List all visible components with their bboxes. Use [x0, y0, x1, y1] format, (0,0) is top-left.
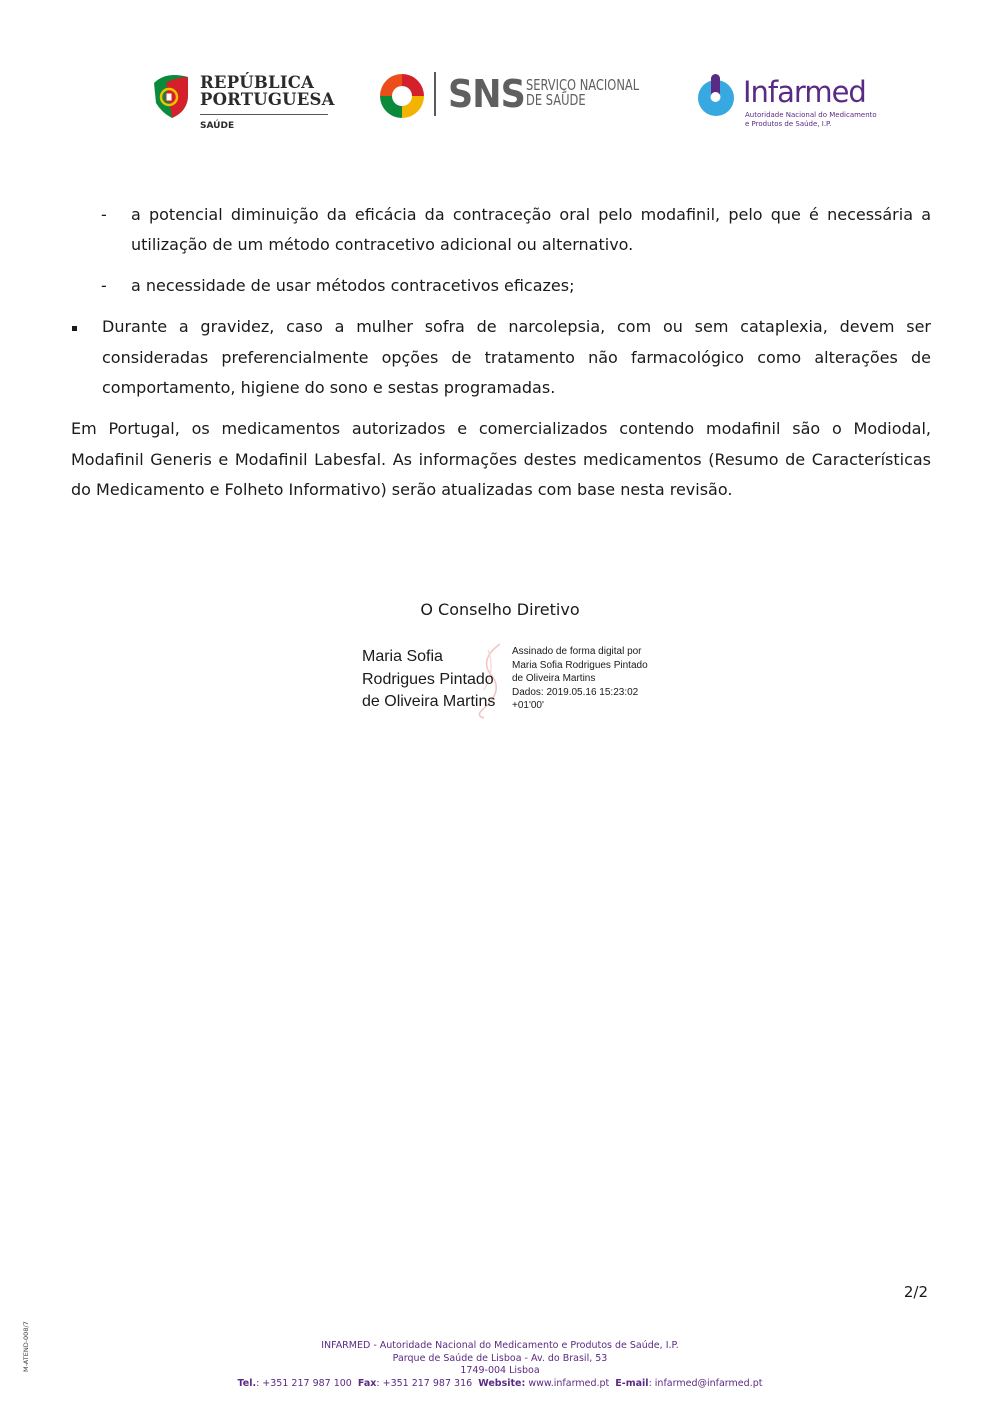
- tel-value: : +351 217 987 100: [256, 1377, 352, 1389]
- page-number: 2/2: [903, 1283, 928, 1301]
- website-label: Website:: [478, 1377, 526, 1389]
- sns-acronym: SNS: [448, 72, 525, 116]
- dash-item-text: a necessidade de usar métodos contracetivos eficazes;: [131, 276, 575, 295]
- dash-item-text: a potencial diminuição da eficácia da contraceção oral pelo modafinil, pelo que é necessária a: [131, 205, 931, 224]
- digital-signature-info: Assinado de forma digital por Maria Sofia Rodrigues Pintado de Oliveira Martins Dados: 2019.05.16 15:23:02 +01'00': [512, 646, 648, 711]
- footer-line: INFARMED - Autoridade Nacional do Medicamento e Produtos de Saúde, I.P.: [321, 1340, 679, 1351]
- bullet-item-text: Durante a gravidez, caso a mulher sofra de narcolepsia, com ou sem cataplexia, devem ser consideradas preferencialmente opções de tratamento não farmacológico como alterações de comportamento, higiene do sono e sestas programadas.: [102, 317, 931, 397]
- footer-line: 1749-004 Lisboa: [460, 1365, 540, 1376]
- footer-contacts: [0, 1378, 1000, 1391]
- square-bullet-icon: [72, 326, 77, 331]
- email-link[interactable]: : infarmed@infarmed.pt: [648, 1377, 763, 1389]
- dash-marker: -: [101, 205, 107, 224]
- website-link[interactable]: www.infarmed.pt: [525, 1377, 610, 1389]
- closing-paragraph: Em Portugal, os medicamentos autorizados e comercializados contendo modafinil são o Modiodal, Modafinil Generis e Modafinil Labesfal. As informações destes medicamentos (Resumo de Características do Medicamento e Folheto Informativo) serão atualizadas com base nesta revisão.: [71, 419, 931, 499]
- footer: [0, 1340, 1000, 1390]
- fax-value: : +351 217 987 316: [376, 1377, 473, 1389]
- infarmed-subtitle: Autoridade Nacional do Medicamento e Produtos de Saúde, I.P.: [745, 111, 877, 128]
- infarmed-name: Infarmed: [743, 75, 866, 109]
- footer-line: Parque de Saúde de Lisboa - Av. do Brasil, 53: [392, 1352, 608, 1364]
- infarmed-logo: [695, 72, 877, 132]
- sns-logo: [378, 70, 648, 120]
- saude-label: SAÚDE: [200, 121, 235, 131]
- sns-ring-icon: [378, 72, 426, 120]
- document-code: M-ATEND-008/7: [22, 1321, 30, 1372]
- fax-label: Fax: [357, 1377, 377, 1389]
- email-label: E-mail: [615, 1377, 649, 1389]
- infarmed-drop-icon: [695, 72, 739, 118]
- council-title: O Conselho Diretivo: [420, 600, 580, 619]
- divider: [200, 114, 328, 115]
- dash-item-text: utilização de um método contracetivo adicional ou alternativo.: [131, 235, 634, 254]
- republica-portuguesa-text: REPÚBLICA PORTUGUESA: [200, 73, 335, 109]
- sns-full-name: SERVIÇO NACIONAL DE SAÚDE: [526, 76, 640, 109]
- coat-of-arms-icon: [152, 73, 192, 119]
- signer-name: Maria Sofia Rodrigues Pintado de Oliveira Martins: [362, 648, 496, 710]
- republica-portuguesa-logo: [152, 72, 335, 134]
- divider: [434, 72, 436, 116]
- tel-label: Tel.: [237, 1377, 257, 1389]
- dash-marker: -: [101, 276, 107, 295]
